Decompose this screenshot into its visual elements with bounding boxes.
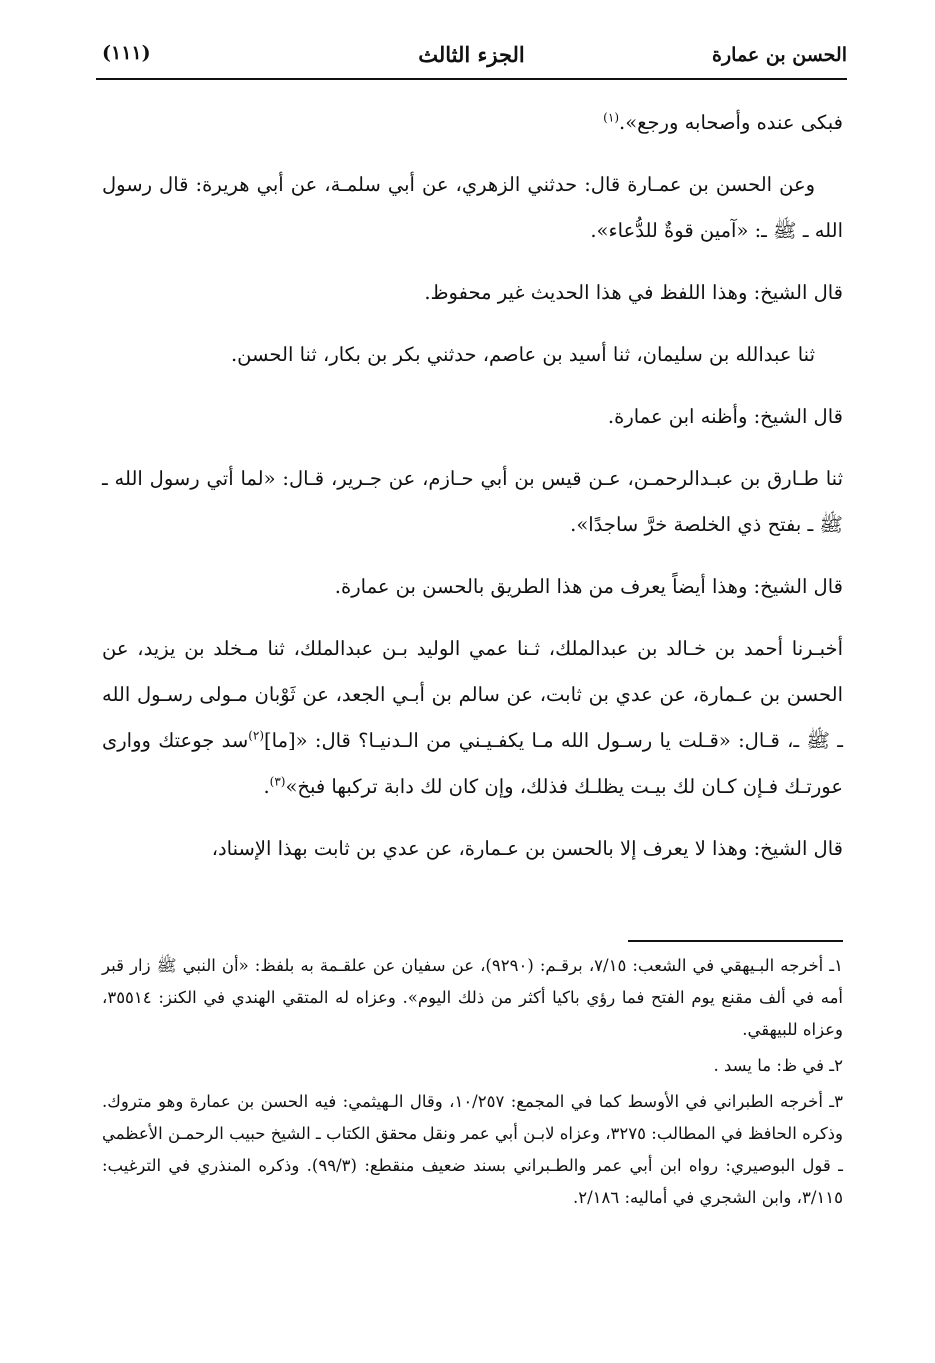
footnote-ref: (٢) bbox=[248, 728, 265, 743]
paragraph bbox=[102, 100, 843, 146]
paragraph-text: . bbox=[263, 775, 270, 798]
paragraph: قال الشيخ: وأظنه ابن عمارة. bbox=[607, 405, 843, 428]
header-rule bbox=[96, 78, 847, 80]
footnote-1: ١ـ أخرجه البـيهقي في الشعب: ٧/١٥، برقـم: (٩٢٩٠)، عن سفيان عن علقـمة به بلفظ: «أن النبي ﷺ زار قبر أمه في ألف مقنع يوم الفتح فما رؤي باكيا أكثر من ذلك اليوم». وعزاه له المتقي الهندي في الكنز: ٣٥٥١٤، وعزاه للبيهقي. bbox=[102, 956, 843, 1039]
footnote-separator bbox=[628, 940, 843, 942]
paragraph: قال الشيخ: وهذا اللفظ في هذا الحديث غير محفوظ. bbox=[424, 281, 843, 304]
paragraph-text: سد جوعتك ووارى عورتـك فـإن كـان لك بيـت يظلـك فذلك، وإن كان لك دابة تركبها فبخ» bbox=[102, 729, 843, 798]
running-title: الحسن بن عمارة bbox=[712, 44, 847, 66]
page-header bbox=[96, 38, 847, 74]
page-number: (١١١) bbox=[102, 42, 151, 64]
footnote-2: ٢ـ في ظ: ما يسد . bbox=[713, 1056, 843, 1075]
footnote-ref: (٣) bbox=[269, 774, 286, 789]
main-text bbox=[102, 100, 843, 888]
paragraph: ثنا عبدالله بن سليمان، ثنا أسيد بن عاصم، حدثني بكر بن بكار، ثنا الحسن. bbox=[230, 343, 815, 366]
paragraph bbox=[102, 626, 843, 810]
paragraph-text: أخبـرنا أحمد بن خـالد بن عبدالملك، ثـنا عمي الوليد بـن عبدالملك، ثنا مـخلد بن يزيد، عن الحسن بن عـمارة، عن عدي بن ثابت، عن سالم بن أبـي الجعد، عن ثَوْبان مـولى رسـول الله ـ ﷺ ـ، قـال: «قـلت يا رسـول الله مـا يكفـيـني من الـدنيـا؟ قال: «[ما] bbox=[102, 637, 843, 752]
paragraph-text: فبكى عنده وأصحابه ورجع». bbox=[619, 111, 843, 134]
paragraph: وعن الحسن بن عمـارة قال: حدثني الزهري، عن أبي سلمـة، عن أبي هريرة: قال رسول الله ـ ﷺ ـ: «آمين قوةٌ للدُّعاء». bbox=[102, 173, 843, 242]
footnotes bbox=[102, 950, 843, 1218]
volume-title: الجزء الثالث bbox=[418, 42, 525, 67]
paragraph: ثنا طـارق بن عبـدالرحمـن، عـن قيس بن أبي حـازم، عن جـرير، قـال: «لما أتي رسول الله ـ ﷺ ـ بفتح ذي الخلصة خرَّ ساجدًا». bbox=[102, 467, 843, 536]
footnote-ref: (١) bbox=[603, 110, 619, 125]
paragraph: قال الشيخ: وهذا لا يعرف إلا بالحسن بن عـمارة، عن عدي بن ثابت بهذا الإسناد، bbox=[211, 837, 843, 860]
footnote-3: ٣ـ أخرجه الطبراني في الأوسط كما في المجمع: ١٠/٢٥٧، وقال الـهيثمي: فيه الحسن بن عمارة وهو متروك. وذكره الحافظ في المطالب: ٣٢٧٥، وعزاه لابـن أبي عمر ونقل محقق الكتاب ـ الشيخ حبيب الرحمـن الأعظمي ـ قول البوصيري: رواه ابن أبي عمر والطـبراني بسند ضعيف منقطع: (٩٩/٣). وذكره المنذري في الترغيب: ٣/١١٥، وابن الشجري في أماليه: ٢/١٨٦. bbox=[102, 1092, 843, 1207]
paragraph: قال الشيخ: وهذا أيضاً يعرف من هذا الطريق بالحسن بن عمارة. bbox=[334, 575, 843, 598]
